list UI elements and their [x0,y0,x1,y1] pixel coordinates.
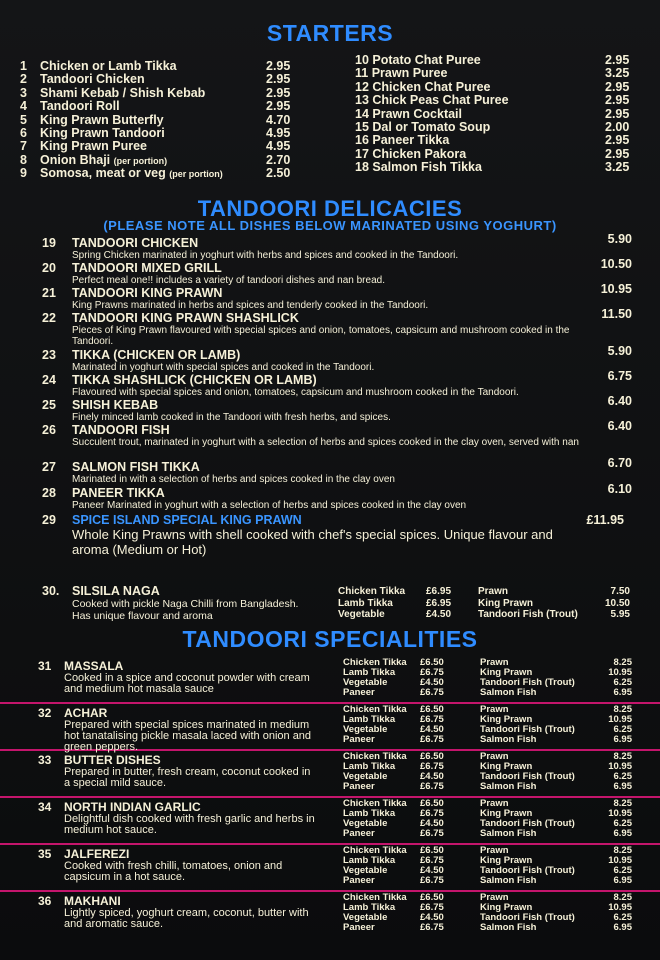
starter-item [20,167,295,180]
item-title: ACHAR [64,706,108,720]
menu-item [42,257,632,286]
option-name: Paneer [343,922,375,933]
option-name: Salmon Fish [480,828,537,839]
option-prices-a [420,893,464,933]
item-number: 27 [42,460,56,474]
item-price: 2.00 [605,119,630,134]
option-prices-b [600,799,632,839]
option-price: 6.95 [613,781,632,792]
menu-item-special [42,513,632,559]
item-title: PANEER TIKKA [72,486,165,500]
option-name: Tandoori Fish (Trout) [480,865,575,876]
menu-item [42,482,632,513]
option-name: Chicken Tikka [343,845,407,856]
option-name: King Prawn [480,902,533,913]
item-description: King Prawns marinated in herbs and spices and tenderly cooked in the Tandoori. [72,300,429,311]
item-name: Salmon Fish Tikka [372,160,482,175]
item-description: Paneer Marinated in yoghurt with a selection of herbs and spices cooked in the clay oven [72,500,467,511]
option-name: Chicken Tikka [343,798,407,809]
option-price: 6.95 [613,828,632,839]
item-price: 4.95 [266,139,291,154]
item-number: 10 [355,53,369,67]
option-price: £6.75 [420,781,444,792]
item-number: 24 [42,373,56,387]
item-price: 6.70 [607,456,632,470]
option-price: £6.50 [420,704,444,715]
item-price: 3.25 [605,66,630,81]
silsila-options-a [338,586,451,621]
item-note: (per portion) [113,155,168,166]
silsila-options-b [478,586,630,621]
item-title: MASSALA [64,659,124,673]
option-price: 6.25 [613,771,632,782]
option-prices-a [420,752,464,792]
option-price: £4.50 [420,912,444,923]
option-price: £6.50 [420,892,444,903]
option-price: £6.75 [420,875,444,886]
item-number: 28 [42,486,56,500]
speciality-item [0,798,660,845]
option-names-a [343,752,413,792]
option-price: 8.25 [613,845,632,856]
item-price: 2.95 [266,59,291,73]
item-title: TANDOORI FISH [72,423,170,437]
item-number: 2 [20,72,27,87]
option-name: Lamb Tikka [343,808,396,819]
menu-item [42,232,632,261]
item-name: Dal or Tomato Soup [372,119,491,134]
item-price: 6.10 [607,482,632,496]
option-name: Lamb Tikka [343,855,396,866]
item-number: 16 [355,133,369,148]
option-names-a [343,846,413,886]
item-name: Paneer Tikka [372,133,450,148]
option-name: Paneer [343,734,375,745]
option-price: £4.50 [420,724,444,735]
option-price: 6.95 [613,922,632,933]
item-title: TIKKA (CHICKEN OR LAMB) [72,348,241,362]
item-number: 9 [20,166,27,181]
tandoori-heading: TANDOORI DELICACIES [197,196,463,221]
option-name: Tandoori Fish (Trout) [480,771,575,782]
item-description: Flavoured with special spices and onion, tomatoes, capsicum and mushroom cooked in the Tandoori. [72,387,519,398]
menu-item [42,369,632,398]
item-name: Tandoori Roll [40,99,120,114]
item-name: Onion Bhaji [40,152,111,167]
option-price: 8.25 [613,657,632,668]
option-name: King Prawn [480,714,533,725]
specialities-list [0,657,660,937]
option-name: Prawn [480,798,509,809]
speciality-item [0,704,660,751]
option-name: King Prawn [480,855,533,866]
starter-item [355,67,635,80]
item-number: 3 [20,85,27,100]
option-price: £6.75 [420,734,444,745]
option-price: 10.95 [608,761,632,772]
item-price: 2.95 [605,133,630,148]
starters-left-column [20,60,295,181]
item-number: 31 [38,659,52,673]
option-prices-b [600,705,632,745]
item-price: 4.70 [266,112,291,127]
option-price: 6.95 [613,875,632,886]
option-name: Lamb Tikka [343,761,396,772]
item-price: 5.90 [607,232,632,246]
option-name: Salmon Fish [480,922,537,933]
option-names-b [480,893,604,933]
menu-item [42,419,632,460]
item-name: King Prawn Butterfly [40,112,164,127]
option-name: Paneer [343,828,375,839]
item-price: 2.50 [266,166,291,181]
item-description: Pieces of King Prawn flavoured with special spices and onion, tomatoes, capsicum and mushroom cooked in the Tandoori. [72,325,570,347]
option-price: £4.50 [426,609,452,620]
item-description: Perfect meal one!! includes a variety of tandoori dishes and nan bread. [72,275,385,286]
item-price: 2.95 [605,146,630,161]
option-prices-b [600,658,632,698]
item-description: Succulent trout, marinated in yoghurt with a selection of herbs and spices cooked in the clay oven, served with nan [72,437,579,448]
item-name: Chicken Chat Puree [372,79,491,94]
item-description: Cooked in a spice and coconut powder with cream and medium hot masala sauce [64,672,310,695]
option-name: Chicken Tikka [343,657,407,668]
option-price: £6.75 [420,922,444,933]
item-title: JALFEREZI [64,847,130,861]
option-price: 6.95 [613,687,632,698]
item-price: 5.90 [607,344,632,358]
option-price: £6.75 [420,902,444,913]
option-price: 6.95 [613,734,632,745]
starter-item [355,81,635,94]
option-price: 8.25 [613,751,632,762]
item-price: 10.50 [600,257,632,271]
option-name: Salmon Fish [480,687,537,698]
starter-item [355,161,635,174]
option-price: 10.95 [608,808,632,819]
starter-item [20,140,295,153]
option-price: £6.75 [420,667,444,678]
option-names-a [343,705,413,745]
item-title: TANDOORI KING PRAWN [72,286,223,300]
item-price: 2.95 [605,106,630,121]
option-price: £6.50 [420,845,444,856]
item-number: 23 [42,348,56,362]
item-price: 6.40 [607,419,632,433]
item-description: Marinated in yoghurt with special spices and cooked in the Tandoori. [72,362,375,373]
option-name: Salmon Fish [480,734,537,745]
starter-item [355,134,635,147]
starter-item [20,60,295,73]
starters-right-column [355,54,635,175]
starter-item [20,154,295,167]
item-price: 2.95 [605,93,630,108]
option-price: 10.95 [608,667,632,678]
option-name: Tandoori Fish (Trout) [480,724,575,735]
option-prices-b [600,893,632,933]
menu-item [42,307,632,348]
item-number: 18 [355,160,369,175]
option-price: 10.95 [608,902,632,913]
option-price: £6.75 [420,714,444,725]
option-price: £4.50 [420,818,444,829]
option-prices-b [600,846,632,886]
item-number: 32 [38,706,52,720]
option-price: £6.50 [420,751,444,762]
item-number: 35 [38,847,52,861]
menu-item [42,344,632,373]
option-price: 8.25 [613,798,632,809]
item-price: 2.95 [266,85,291,100]
item-title: SALMON FISH TIKKA [72,460,200,474]
item-number: 13 [355,93,369,108]
option-price: £6.50 [420,657,444,668]
item-name: Chicken or Lamb Tikka [40,59,177,73]
item-price: 3.25 [605,160,630,175]
item-description: Lightly spiced, yoghurt cream, coconut, butter with and aromatic sauce. [64,907,309,930]
option-name: Tandoori Fish (Trout) [478,609,578,620]
item-number: 29 [42,513,56,527]
speciality-item [0,845,660,892]
option-name: King Prawn [478,597,534,609]
option-names-b [480,752,604,792]
item-price: 2.95 [266,72,291,87]
option-name: Vegetable [343,912,388,923]
menu-item [42,282,632,311]
item-title: TANDOORI KING PRAWN SHASHLICK [72,311,299,325]
yoghurt-note: (PLEASE NOTE ALL DISHES BELOW MARINATED USING YOGHURT) [103,218,557,233]
option-price: 7.50 [610,586,630,597]
item-number: 34 [38,800,52,814]
starter-item [355,54,635,67]
option-name: Vegetable [338,609,385,620]
option-price: 8.25 [613,704,632,715]
item-description: Cooked with pickle Naga Chilli from Bangladesh. Has unique flavour and aroma [72,598,299,622]
starter-item [20,73,295,86]
option-names-b [480,658,604,698]
option-price: 6.25 [613,724,632,735]
option-name: Vegetable [343,771,388,782]
item-name: Prawn Cocktail [372,106,463,121]
option-name: Lamb Tikka [343,714,396,725]
item-price: 4.95 [266,125,291,140]
option-name: Chicken Tikka [343,892,407,903]
option-name: Vegetable [343,865,388,876]
item-title: SPICE ISLAND SPECIAL KING PRAWN [72,513,302,527]
item-price: £11.95 [586,513,624,527]
option-price: £6.75 [420,855,444,866]
option-price: £6.75 [420,687,444,698]
option-prices-a [420,799,464,839]
option-name: Prawn [480,751,509,762]
item-number: 1 [20,59,27,73]
option-name: King Prawn [480,667,533,678]
option-names-a [343,658,413,698]
option-prices-b [600,752,632,792]
option-price: £4.50 [420,865,444,876]
starter-item [20,100,295,113]
option-name: Vegetable [343,724,388,735]
option-price: 10.95 [608,714,632,725]
item-number: 36 [38,894,52,908]
option-price: 6.25 [613,677,632,688]
item-description: Delightful dish cooked with fresh garlic and herbs in medium hot sauce. [64,813,315,836]
starter-item [20,87,295,100]
item-number: 22 [42,311,56,325]
item-name: Prawn Puree [371,66,448,81]
silsila-naga-item [42,584,632,622]
starter-item [20,127,295,140]
option-price: £6.95 [426,597,452,609]
item-description: Finely minced lamb cooked in the Tandoori with fresh herbs, and spices. [72,412,391,423]
option-name: Tandoori Fish (Trout) [480,818,575,829]
option-names-b [480,846,604,886]
option-price: £4.50 [420,771,444,782]
item-description: Spring Chicken marinated in yoghurt with herbs and spices and cooked in the Tandoori. [72,250,459,261]
item-number: 25 [42,398,56,412]
option-names-a [343,799,413,839]
menu-item [42,394,632,423]
item-title: NORTH INDIAN GARLIC [64,800,201,814]
item-name: Somosa, meat or veg [40,166,166,181]
option-price: £6.75 [420,761,444,772]
starter-item [355,108,635,121]
item-price: 6.40 [607,394,632,408]
option-name: Tandoori Fish (Trout) [480,912,575,923]
option-name: Paneer [343,875,375,886]
item-price: 10.95 [600,282,632,296]
item-number: 4 [20,99,27,114]
option-price: 10.50 [604,597,630,609]
item-name: King Prawn Tandoori [40,125,165,140]
option-name: Lamb Tikka [343,667,396,678]
option-price: 6.25 [613,818,632,829]
option-name: Chicken Tikka [343,751,407,762]
item-number: 6 [20,125,27,140]
option-name: King Prawn [480,761,533,772]
tandoori-list [42,232,632,559]
item-title: MAKHANI [64,894,121,908]
item-name: Chick Peas Chat Puree [372,93,509,108]
option-name: Lamb Tikka [338,597,393,609]
item-name: Potato Chat Puree [372,53,481,67]
item-number: 7 [20,139,27,154]
option-price: £4.50 [420,677,444,688]
starter-item [355,94,635,107]
item-number: 30. [42,584,60,598]
item-title: TIKKA SHASHLICK (CHICKEN OR LAMB) [72,373,317,387]
option-name: Prawn [480,704,509,715]
option-name: King Prawn [480,808,533,819]
item-title: BUTTER DISHES [64,753,161,767]
item-number: 19 [42,236,56,250]
menu-item [42,456,632,486]
option-price: £6.50 [420,798,444,809]
speciality-item [0,657,660,704]
option-name: Prawn [478,586,509,597]
option-name: Salmon Fish [480,781,537,792]
option-price: 10.95 [608,855,632,866]
item-number: 21 [42,286,56,300]
item-title: TANDOORI MIXED GRILL [72,261,222,275]
item-note: (per portion) [169,169,223,180]
option-name: Vegetable [343,818,388,829]
option-name: Paneer [343,687,375,698]
option-names-a [343,893,413,933]
item-price: 2.70 [266,152,291,167]
item-number: 33 [38,753,52,767]
option-prices-a [420,658,464,698]
option-name: Paneer [343,781,375,792]
option-price: £6.75 [420,828,444,839]
item-number: 14 [355,106,369,121]
option-price: 8.25 [613,892,632,903]
option-prices-a [420,846,464,886]
option-name: Prawn [480,657,509,668]
item-title: SHISH KEBAB [72,398,159,412]
speciality-item [0,892,660,937]
item-number: 11 [355,66,369,81]
item-description: Marinated in with a selection of herbs and spices cooked in the clay oven [72,474,395,485]
option-name: Prawn [480,845,509,856]
option-name: Chicken Tikka [338,586,406,597]
item-number: 26 [42,423,56,437]
option-names-b [480,799,604,839]
starters-heading: STARTERS [266,20,394,46]
option-price: 5.95 [610,609,630,620]
item-price: 2.95 [605,53,630,67]
item-price: 2.95 [266,99,291,114]
item-number: 20 [42,261,56,275]
item-description: Cooked with fresh chilli, tomatoes, onion and capsicum in a hot sauce. [64,860,283,883]
starter-item [355,121,635,134]
item-description: Prepared with special spices marinated in medium hot tanatalising pickle masala laced with onion and green peppers. [64,719,312,753]
item-title: SILSILA NAGA [72,584,160,598]
item-description: Prepared in butter, fresh cream, coconut cooked in a special mild sauce. [64,766,311,789]
item-number: 5 [20,112,27,127]
item-price: 6.75 [607,369,632,383]
option-price: 6.25 [613,912,632,923]
item-title: TANDOORI CHICKEN [72,236,199,250]
option-name: Tandoori Fish (Trout) [480,677,575,688]
item-number: 17 [355,146,369,161]
option-name: Salmon Fish [480,875,537,886]
item-name: Shami Kebab / Shish Kebab [40,85,206,100]
option-price: £6.95 [426,586,452,597]
option-price: 6.25 [613,865,632,876]
option-name: Vegetable [343,677,388,688]
item-name: King Prawn Puree [40,139,147,154]
option-price: £6.75 [420,808,444,819]
item-number: 8 [20,152,27,167]
option-name: Chicken Tikka [343,704,407,715]
item-name: Tandoori Chicken [40,72,145,87]
option-names-b [480,705,604,745]
option-prices-a [420,705,464,745]
item-description: Whole King Prawns with shell cooked with chef's special spices. Unique flavour and aroma (Medium or Hot) [72,527,553,557]
specialities-heading: TANDOORI SPECIALITIES [182,626,478,652]
item-price: 11.50 [601,307,632,321]
speciality-item [0,751,660,798]
item-number: 12 [355,79,369,94]
item-name: Chicken Pakora [372,146,467,161]
starter-item [355,148,635,161]
item-price: 2.95 [605,79,630,94]
option-name: Prawn [480,892,509,903]
starter-item [20,114,295,127]
item-number: 15 [355,119,369,134]
option-name: Lamb Tikka [343,902,396,913]
